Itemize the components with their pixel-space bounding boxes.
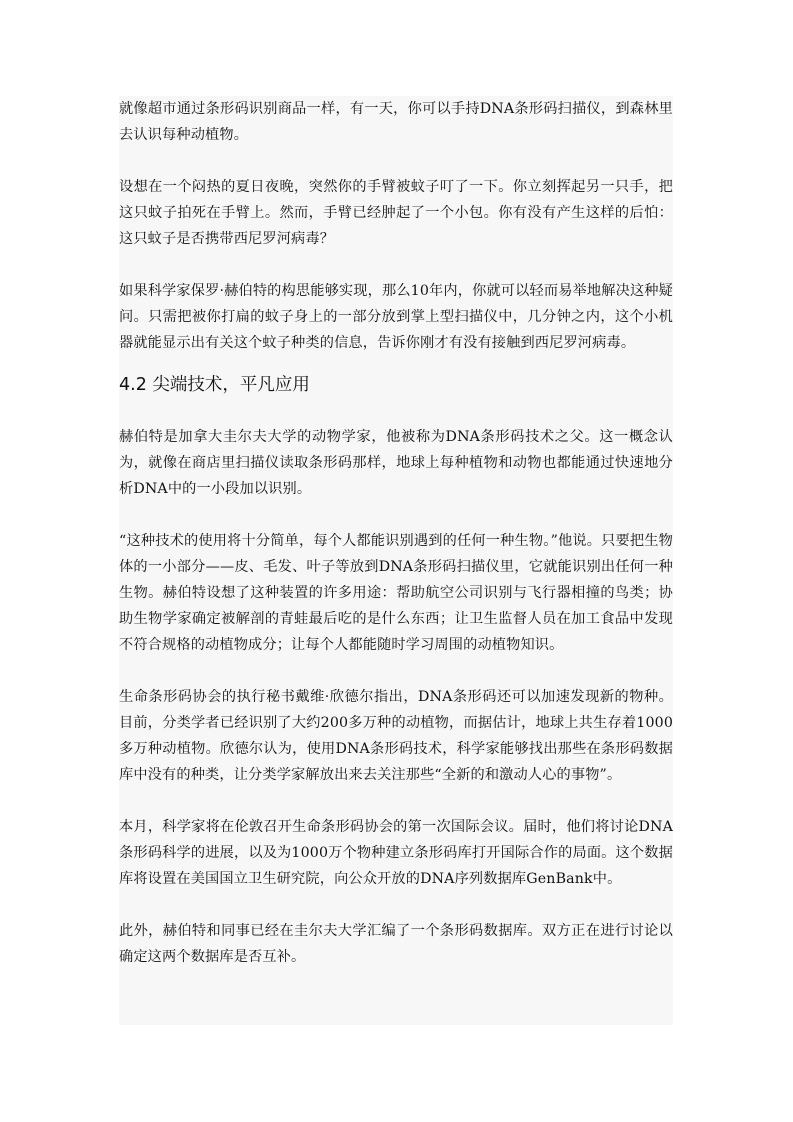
paragraph-barcode-scanner-intro: 就像超市通过条形码识别商品一样，有一天，你可以手持DNA条形码扫描仪，到森林里去认识每种动植物。: [119, 101, 673, 143]
paragraph-gap: [119, 788, 673, 814]
paragraph-uses: “这种技术的使用将十分简单，每个人都能识别遇到的任何一种生物。”他说。只要把生物体的一小部分——皮、毛发、叶子等放到DNA条形码扫描仪里，它就能识别出任何一种生物。赫伯特设想了这种装置的许多用途：帮助航空公司识别与飞行器相撞的鸟类；协助生物学家确定被解剖的青蛙最后吃的是什么东西；让卫生监督人员在加工食品中发现不符合规格的动植物成分；让每个人都能随时学习周围的动植物知识。: [119, 533, 673, 653]
paragraph-london-conference: 本月，科学家将在伦敦召开生命条形码协会的第一次国际会议。届时，他们将讨论DNA条形码科学的进展，以及为1000万个物种建立条形码库打开国际合作的局面。这个数据库将设置在美国国立卫生研究院，向公众开放的DNA序列数据库GenBank中。: [119, 819, 673, 887]
paragraph-new-species: 生命条形码协会的执行秘书戴维·欣德尔指出，DNA条形码还可以加速发现新的物种。目前，分类学者已经识别了大约200多万种的动植物，而据估计，地球上共生存着1000多万种动植物。欣德尔认为，使用DNA条形码技术，科学家能够找出那些在条形码数据库中没有的种类，让分类学家解放出来去关注那些“全新的和激动人心的事物”。: [119, 689, 673, 783]
paragraph-guelph-database: 此外，赫伯特和同事已经在圭尔夫大学汇编了一个条形码数据库。双方正在进行讨论以确定这两个数据库是否互补。: [119, 923, 673, 965]
paragraph-gap: [119, 892, 673, 918]
section-heading-wrap: [119, 356, 673, 424]
paragraph-gap: [119, 252, 673, 278]
paragraph-hebert-profile: 赫伯特是加拿大圭尔夫大学的动物学家，他被称为DNA条形码技术之父。这一概念认为，就像在商店里扫描仪读取条形码那样，地球上每种植物和动物也都能通过快速地分析DNA中的一小段加以识别。: [119, 429, 673, 497]
section-heading: 4.2 尖端技术，平凡应用: [119, 375, 310, 395]
document-content: [119, 96, 673, 970]
paragraph-gap: [119, 148, 673, 174]
paragraph-hebert-vision: 如果科学家保罗·赫伯特的构思能够实现，那么10年内，你就可以轻而易举地解决这种疑问。只需把被你打扁的蚊子身上的一部分放到掌上型扫描仪中，几分钟之内，这个小机器就能显示出有关这个蚊子种类的信息，告诉你刚才有没有接触到西尼罗河病毒。: [119, 283, 673, 351]
paragraph-mosquito-scenario: 设想在一个闷热的夏日夜晚，突然你的手臂被蚊子叮了一下。你立刻挥起另一只手，把这只蚊子拍死在手臂上。然而，手臂已经肿起了一个小包。你有没有产生这样的后怕：这只蚊子是否携带西尼罗河病毒？: [119, 179, 673, 247]
paragraph-gap: [119, 658, 673, 684]
paragraph-gap: [119, 502, 673, 528]
